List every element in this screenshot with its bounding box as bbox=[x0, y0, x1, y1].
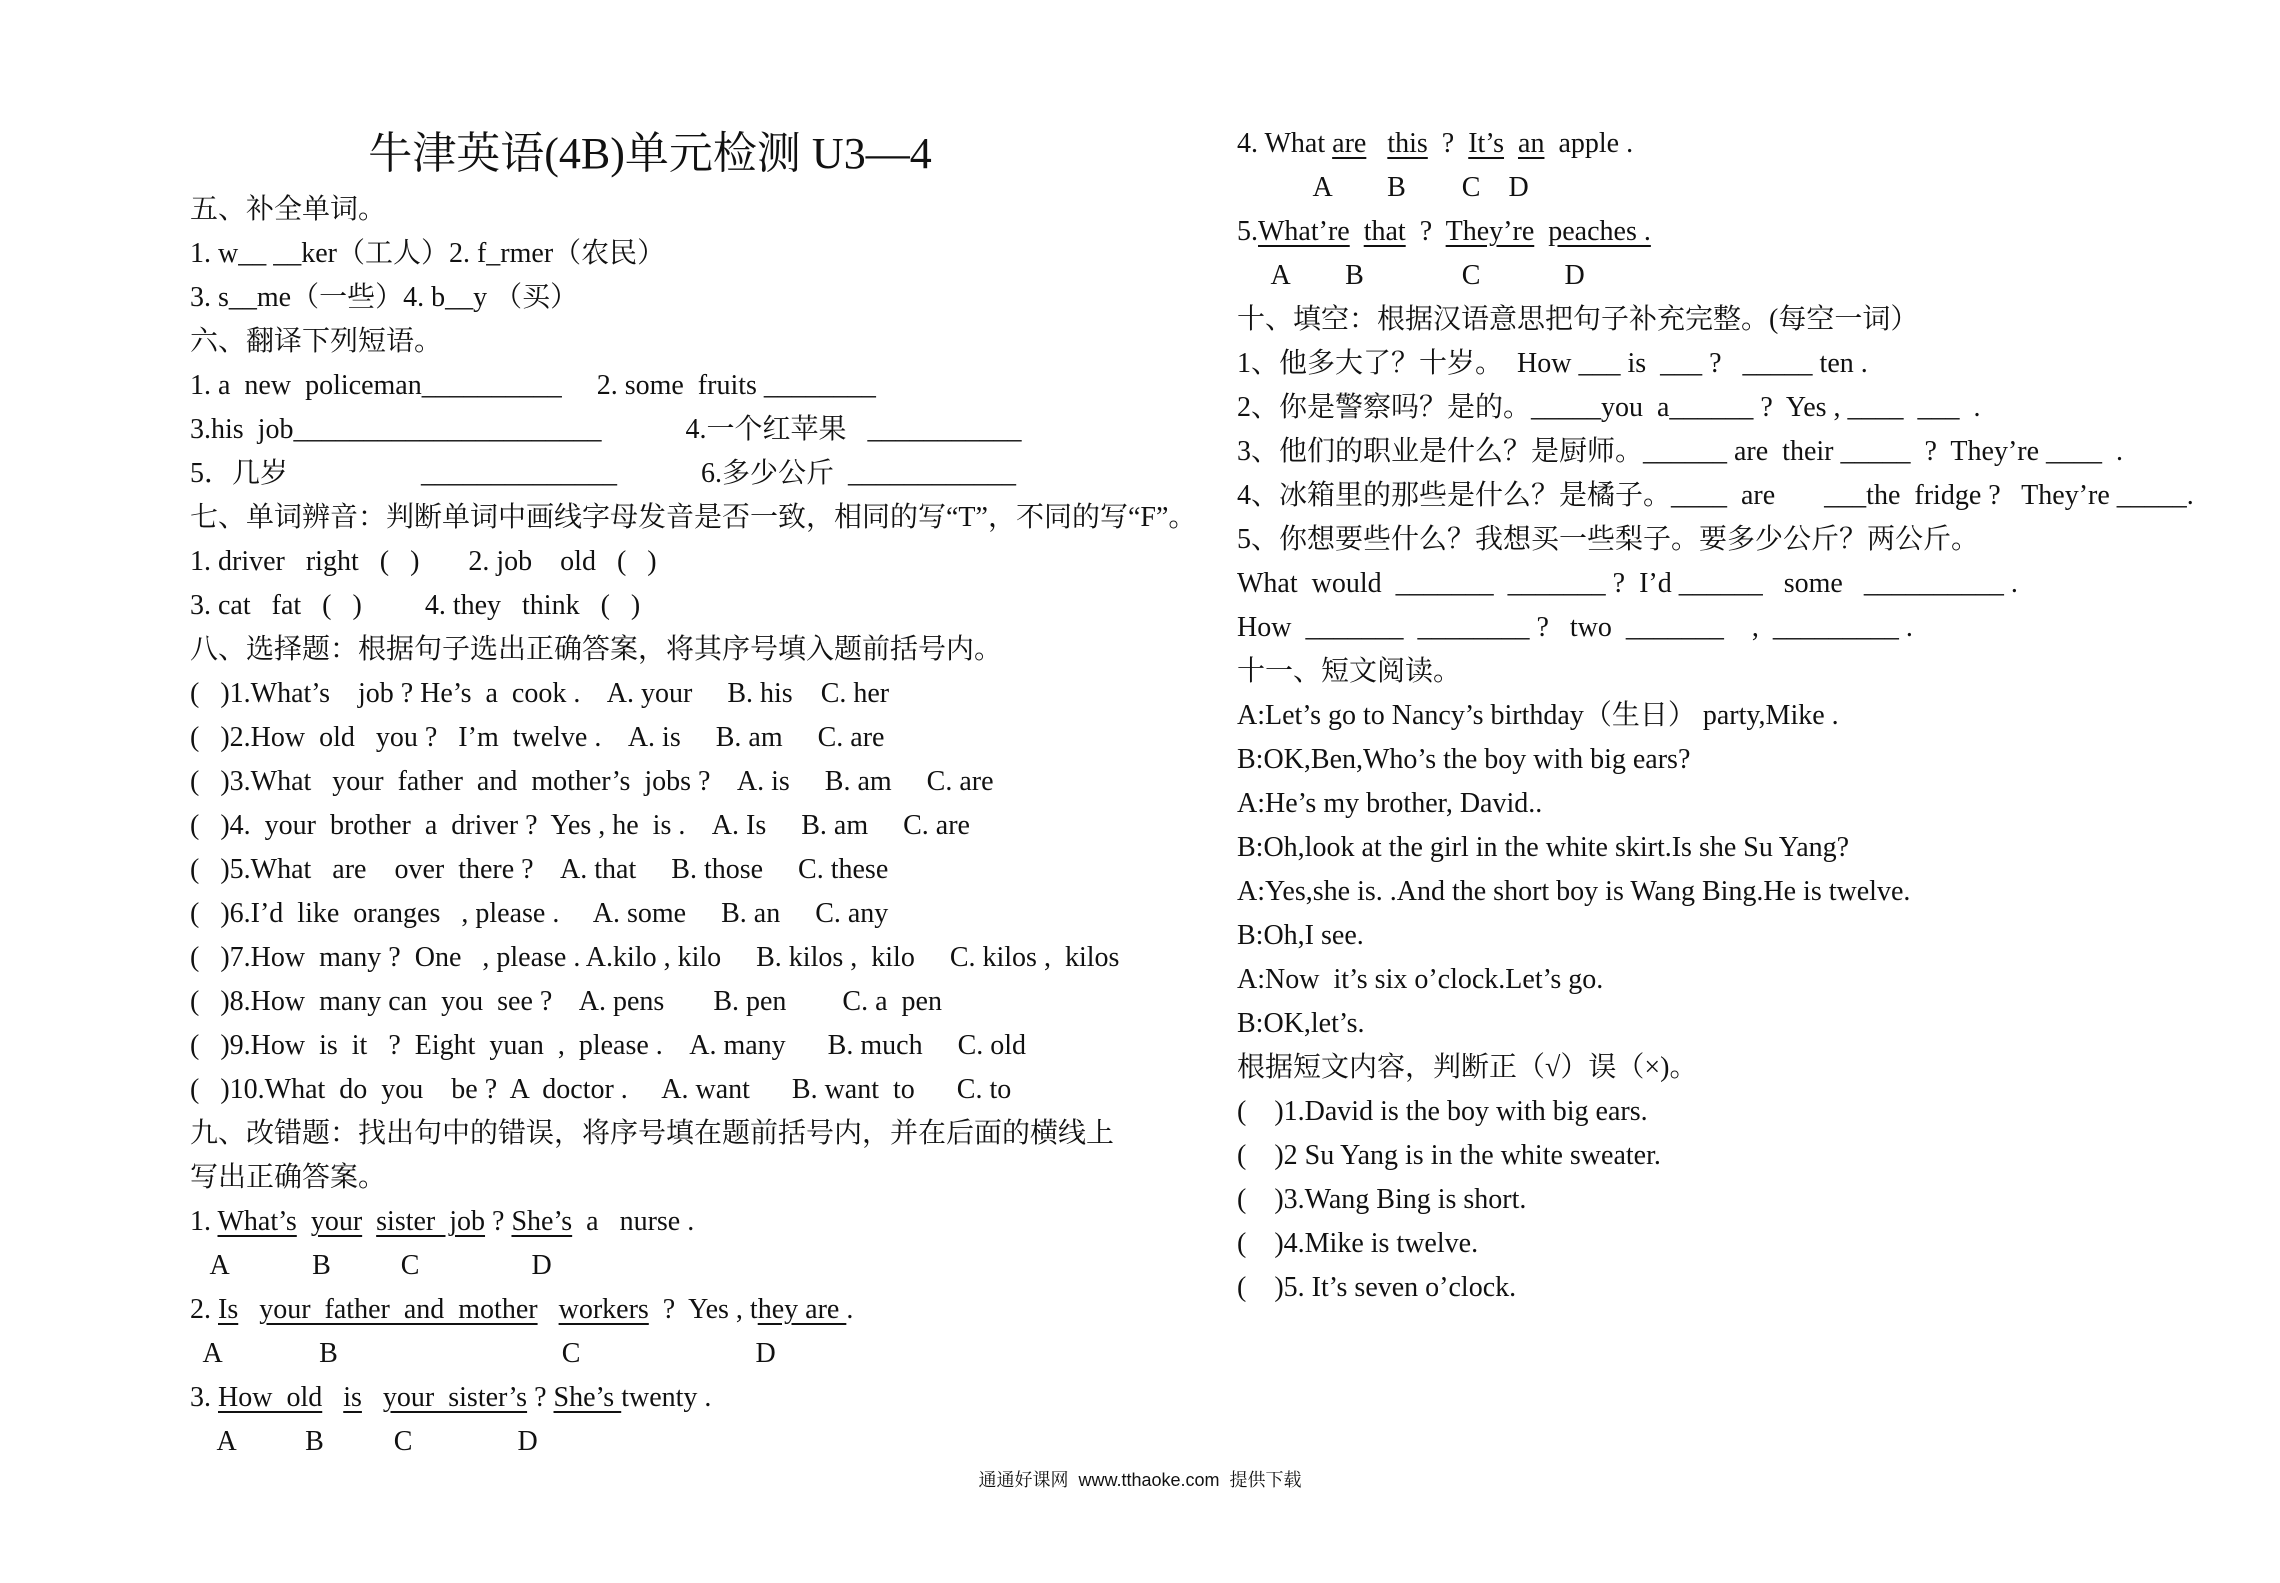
item-rest: apple . bbox=[1544, 128, 1634, 159]
option-b-text: that bbox=[1363, 216, 1406, 247]
option-b-text: your bbox=[310, 1206, 363, 1237]
option-a-text: How old bbox=[218, 1382, 323, 1413]
fill-line: 2、你是警察吗？是的。_____you a______ ? Yes , ____ ___ . bbox=[1237, 392, 1981, 423]
question-line: ( )6.I’d like oranges , please . A. some B. an C. any bbox=[190, 898, 889, 929]
item-rest: a nurse . bbox=[572, 1206, 695, 1237]
judge-item: ( )4.Mike is twelve. bbox=[1237, 1228, 1479, 1259]
question-line: ( )7.How many ? One , please . A.kilo , kilo B. kilos , kilo C. kilos , kilos bbox=[190, 942, 1120, 973]
section-6-heading: 六、翻译下列短语。 bbox=[190, 326, 443, 357]
text-line: 1. w__ __ker（工人）2. f_rmer（农民） bbox=[190, 238, 666, 269]
item-number: 3. bbox=[190, 1382, 218, 1413]
page-title: 牛津英语(4B)单元检测 U3—4 bbox=[368, 129, 932, 178]
judge-instruction: 根据短文内容，判断正（√）误（×)。 bbox=[1237, 1052, 1698, 1083]
judge-item: ( )2 Su Yang is in the white sweater. bbox=[1237, 1140, 1661, 1171]
question-line: ( )2.How old you ? I’m twelve . A. is B. am C. are bbox=[190, 722, 885, 753]
option-c-text: It’s bbox=[1468, 128, 1505, 159]
option-b-text: this bbox=[1387, 128, 1428, 159]
section-7-heading: 七、单词辨音：判断单词中画线字母发音是否一致，相同的写“T”，不同的写“F”。 bbox=[190, 502, 1197, 533]
fill-line: What would _______ _______ ? I’d ______ some __________ . bbox=[1237, 568, 2018, 599]
item-number: 4. What bbox=[1237, 128, 1333, 159]
option-c-text: sister job bbox=[376, 1206, 486, 1237]
footer-source: 通通好课网 www.tthaoke.com 提供下载 bbox=[978, 1470, 1302, 1490]
question-line: ( )9.How is it ? Eight yuan , please . A. many B. much C. old bbox=[190, 1030, 1027, 1061]
dialogue-line: A:Yes,she is. .And the short boy is Wang Bing.He is twelve. bbox=[1237, 876, 1911, 907]
section-10-heading: 十、填空：根据汉语意思把句子补充完整。(每空一词） bbox=[1237, 304, 1919, 335]
q9-item-4 bbox=[1237, 124, 1633, 164]
section-9-heading-cont: 写出正确答案。 bbox=[190, 1162, 387, 1193]
section-9-heading: 九、改错题：找出句中的错误，将序号填在题前括号内，并在后面的横线上 bbox=[190, 1118, 1115, 1149]
option-c-text: your sister’s bbox=[382, 1382, 528, 1413]
fill-line: 3、他们的职业是什么？是厨师。______ are their _____ ? They’re ____ . bbox=[1237, 436, 2124, 467]
item-rest: twenty . bbox=[621, 1382, 712, 1413]
judge-item: ( )5. It’s seven o’clock. bbox=[1237, 1272, 1517, 1303]
text-line: 1. driver right ( ) 2. job old ( ) bbox=[190, 546, 657, 577]
dialogue-line: B:OK,let’s. bbox=[1237, 1008, 1365, 1039]
option-d-text: She’s bbox=[511, 1206, 573, 1237]
option-a-text: What’s bbox=[217, 1206, 297, 1237]
question-line: ( )10.What do you be ? A doctor . A. want B. want to C. to bbox=[190, 1074, 1012, 1105]
option-a-text: Is bbox=[218, 1294, 239, 1325]
dialogue-line: A:Let’s go to Nancy’s birthday（生日） party,Mike . bbox=[1237, 700, 1839, 731]
section-8-heading: 八、选择题：根据句子选出正确答案，将其序号填入题前括号内。 bbox=[190, 634, 1003, 665]
judge-item: ( )1.David is the boy with big ears. bbox=[1237, 1096, 1648, 1127]
option-c-text: They’re bbox=[1445, 216, 1535, 247]
q9-item-2 bbox=[190, 1290, 853, 1330]
q9-item-3 bbox=[190, 1378, 711, 1418]
option-a-text: are bbox=[1332, 128, 1367, 159]
option-b-text: your father and mother bbox=[259, 1294, 538, 1325]
item-end: . bbox=[846, 1294, 854, 1325]
option-d-text: She’s bbox=[553, 1382, 622, 1413]
dialogue-line: A:Now it’s six o’clock.Let’s go. bbox=[1237, 964, 1604, 995]
question-line: ( )8.How many can you see ? A. pens B. pen C. a pen bbox=[190, 986, 942, 1017]
fill-line: 4、冰箱里的那些是什么？是橘子。____ are ___the fridge ? They’re _____. bbox=[1237, 480, 2194, 511]
item-mid: ? bbox=[527, 1382, 554, 1413]
option-c-text: workers bbox=[558, 1294, 649, 1325]
dialogue-line: B:OK,Ben,Who’s the boy with big ears? bbox=[1237, 744, 1691, 775]
option-b-text: is bbox=[343, 1382, 362, 1413]
item-mid: ? bbox=[1427, 128, 1469, 159]
option-letters: A B C D bbox=[1237, 260, 1585, 291]
item-mid: ? Yes , t bbox=[648, 1294, 758, 1325]
item-mid: ? bbox=[1405, 216, 1446, 247]
option-letters: A B C D bbox=[1237, 172, 1529, 203]
dialogue-line: B:Oh,I see. bbox=[1237, 920, 1364, 951]
option-a-text: What’re bbox=[1258, 216, 1350, 247]
item-number: 5. bbox=[1237, 216, 1258, 247]
option-d-text: hey are bbox=[757, 1294, 847, 1325]
text-line: 3. s__me（一些）4. b__y （买） bbox=[190, 282, 579, 313]
fill-line: 5、你想要些什么？我想买一些梨子。要多少公斤？两公斤。 bbox=[1237, 524, 1980, 555]
dialogue-line: B:Oh,look at the girl in the white skirt.Is she Su Yang? bbox=[1237, 832, 1850, 863]
fill-line: How _______ ________ ? two _______ , _________ . bbox=[1237, 612, 1913, 643]
option-d-text: peaches . bbox=[1548, 216, 1651, 247]
option-letters: A B C D bbox=[190, 1426, 538, 1457]
judge-item: ( )3.Wang Bing is short. bbox=[1237, 1184, 1527, 1215]
question-line: ( )4. your brother a driver ? Yes , he is . A. Is B. am C. are bbox=[190, 810, 970, 841]
text-line: 3. cat fat ( ) 4. they think ( ) bbox=[190, 590, 641, 621]
section-11-heading: 十一、短文阅读。 bbox=[1237, 656, 1462, 687]
q9-item-5 bbox=[1237, 212, 1651, 252]
question-line: ( )5.What are over there ? A. that B. those C. these bbox=[190, 854, 889, 885]
question-line: ( )1.What’s job ? He’s a cook . A. your B. his C. her bbox=[190, 678, 890, 709]
fill-line: 1、他多大了？十岁。 How ___ is ___ ? _____ ten . bbox=[1237, 348, 1868, 379]
q9-item-1: 1. What’s your sister job ? She’s a nurse . bbox=[190, 1206, 695, 1237]
question-line: ( )3.What your father and mother’s jobs ? A. is B. am C. are bbox=[190, 766, 994, 797]
option-letters: A B C D bbox=[190, 1250, 552, 1281]
item-number: 1. bbox=[190, 1206, 218, 1237]
option-d-text: an bbox=[1518, 128, 1545, 159]
text-line: 1. a new policeman__________ 2. some fruits ________ bbox=[190, 370, 876, 401]
text-line: 5．几岁 ______________ 6.多少公斤 ____________ bbox=[190, 458, 1017, 489]
dialogue-line: A:He’s my brother, David.. bbox=[1237, 788, 1543, 819]
section-5-heading: 五、补全单词。 bbox=[190, 194, 387, 225]
option-letters: A B C D bbox=[190, 1338, 776, 1369]
text-line: 3.his job______________________ 4.一个红苹果 ___________ bbox=[190, 414, 1022, 445]
item-number: 2. bbox=[190, 1294, 218, 1325]
